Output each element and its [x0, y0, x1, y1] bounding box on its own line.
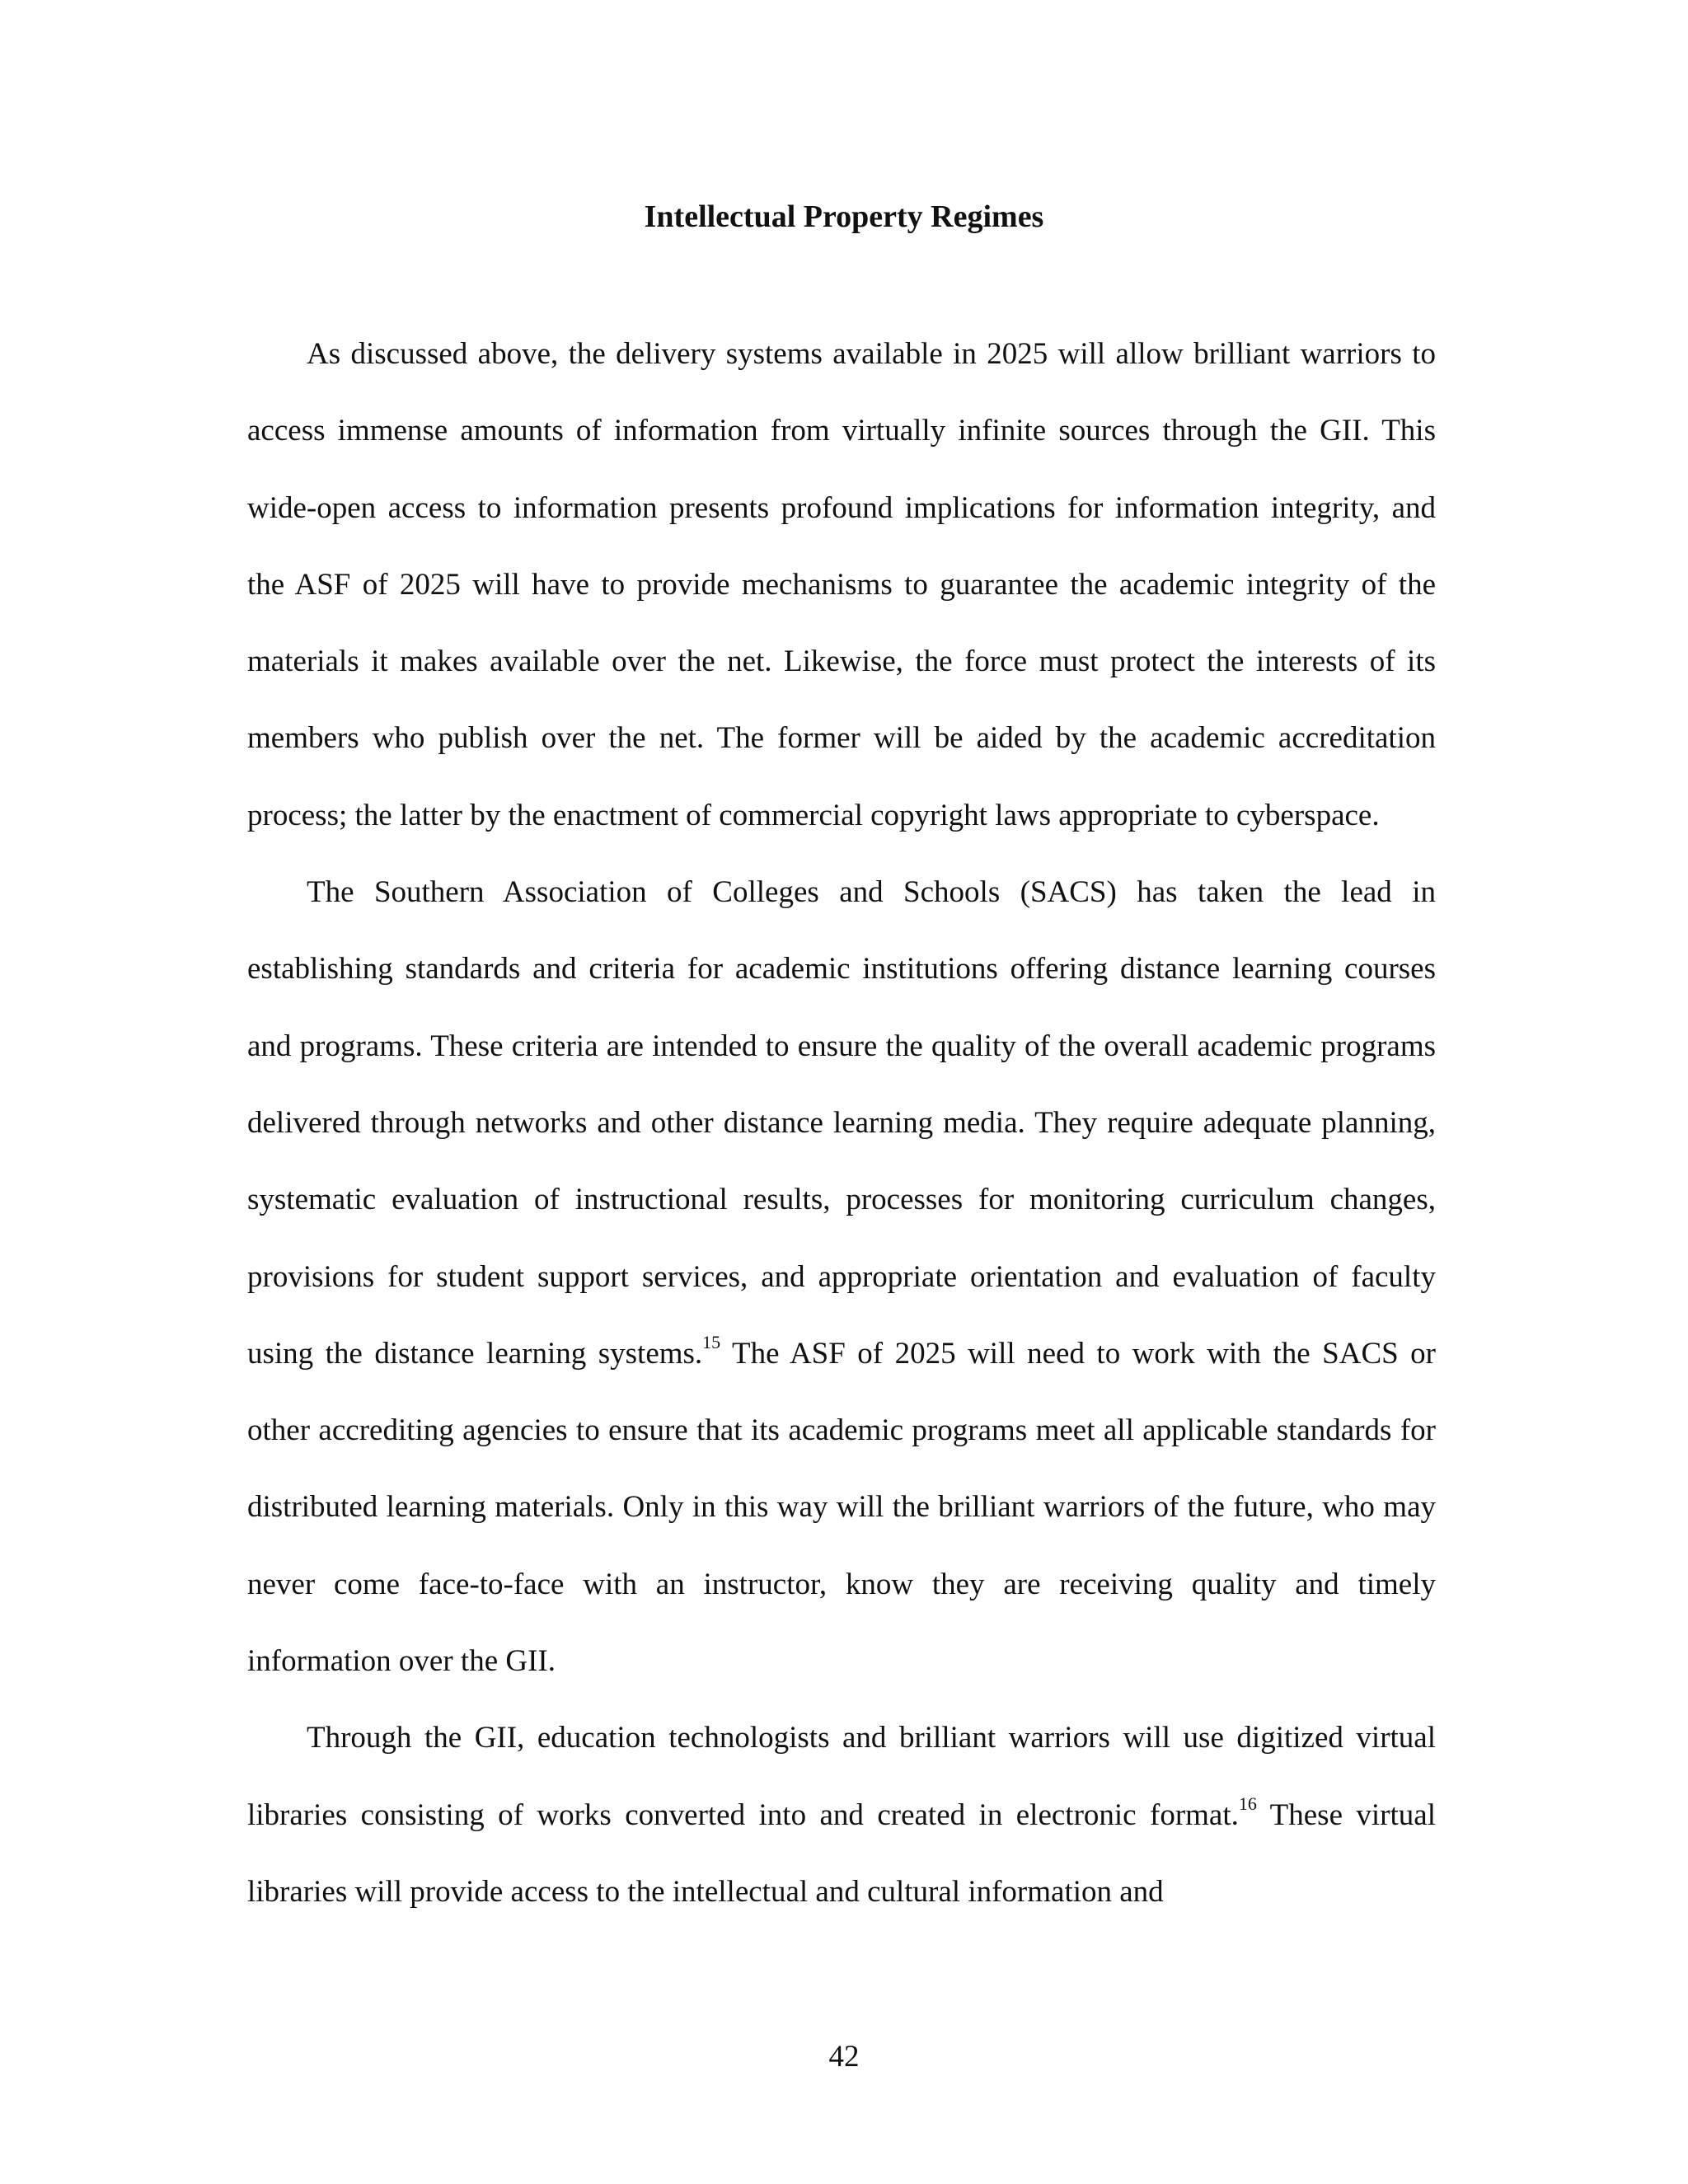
paragraph-1	[247, 316, 1436, 854]
section-heading: Intellectual Property Regimes	[644, 199, 1044, 234]
paragraph-3	[247, 1699, 1436, 1930]
paragraph-2-text-a: The Southern Association of Colleges and Schools (SACS) has taken the lead in establishing standards and criteria for academic institutions offering distance learning courses and programs. These criteria are intended to ensure the quality of the overall academic programs delivered through networks and other distance learning media. They require adequate planning, systematic evaluation of instructional results, processes for monitoring curriculum changes, provisions for student support services, and appropriate orientation and evaluation of faculty using the distance learning systems.	[247, 875, 1436, 1371]
body-text	[247, 316, 1436, 1930]
paragraph-3-text-a: Through the GII, education technologists and brilliant warriors will use digitized virtual libraries consisting of works converted into and created in electronic format.	[247, 1721, 1436, 1832]
footnote-ref-16: 16	[1238, 1793, 1257, 1814]
paragraph-1-text: As discussed above, the delivery systems available in 2025 will allow brilliant warriors to access immense amounts of information from virtually infinite sources through the GII. This wide-open access to information presents profound implications for information integrity, and the ASF of 2025 will have to provide mechanisms to guarantee the academic integrity of the materials it makes available over the net. Likewise, the force must protect the interests of its members who publish over the net. The former will be aided by the academic accreditation process; the latter by the enactment of commercial copyright laws appropriate to cyberspace.	[247, 337, 1436, 832]
page-number: 42	[828, 2040, 860, 2074]
footnote-ref-15: 15	[702, 1331, 721, 1352]
paragraph-2-text-b: The ASF of 2025 will need to work with the SACS or other accrediting agencies to ensure that its academic programs meet all applicable standards for distributed learning materials. Only in this way will the brilliant warriors of the future, who may never come face-to-face with an instructor, know they are receiving quality and timely information over the GII.	[247, 1336, 1436, 1679]
paragraph-2	[247, 854, 1436, 1699]
paragraph-3-text-b: These virtual libraries will provide access to the intellectual and cultural information and	[247, 1797, 1436, 1909]
